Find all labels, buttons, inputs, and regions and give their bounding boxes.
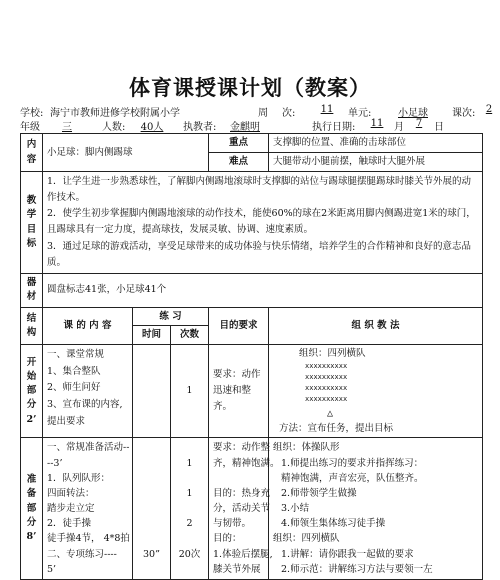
school-name: 海宁市教师进修学校附属小学 — [50, 108, 180, 119]
opening-content: 一、课堂常规 1、集合整队 2、师生问好 3、宣布课的内容, 提出要求 — [43, 345, 133, 438]
content-text: 小足球：脚内侧踢球 — [43, 134, 209, 172]
teacher-label: 执教者: — [183, 122, 217, 133]
date-day: 7 — [415, 118, 423, 129]
org-col-header: 组 织 教 法 — [269, 307, 483, 345]
count-value: 40人 — [140, 122, 164, 133]
opening-header: 开 始 部 分 2’ — [21, 345, 43, 438]
key-point-text: 支撑脚的位置、准确的击球部位 — [269, 134, 483, 153]
times-col-header: 次数 — [171, 326, 209, 345]
prep-time: 30” — [133, 438, 171, 580]
goals-list — [43, 172, 483, 274]
lesson-plan-table — [20, 133, 483, 580]
content-col-header: 课 的 内 容 — [43, 307, 133, 345]
goal-col-header: 目的要求 — [209, 307, 269, 345]
teacher-value: 金麒明 — [230, 122, 260, 133]
opening-time — [133, 345, 171, 438]
prep-times: 1 1 2 20次 — [171, 438, 209, 580]
grade-value: 三 — [62, 122, 72, 133]
opening-goal: 要求：动作迅速和整齐。 — [209, 345, 269, 438]
page-title: 体育课授课计划（教案） — [129, 75, 371, 100]
difficulty-label: 难点 — [209, 153, 269, 172]
day-unit: 日 — [434, 122, 444, 133]
unit-label: 单元: — [348, 108, 372, 119]
date-label: 执行日期: — [312, 122, 356, 133]
goals-header: 教 学 目 标 — [21, 172, 43, 274]
unit-value: 小足球 — [398, 108, 428, 119]
prep-org: 组织：体操队形 1.师提出练习的要求并指挥练习： 精神饱满，声音宏亮，队伍整齐。 2.师带领学生做操 3.小结 4.师领生集体练习徒手操 组织：四列横队 1.讲解：请你跟我一起做的要求 2.师示范：讲解练习方法与要领一左 — [269, 438, 483, 580]
week-label: 周 — [258, 108, 268, 119]
goal-item: 1．让学生进一步熟悉球性，了解脚内侧踢地滚球时支撑脚的站位与踢球腿摆腿踢球时膝关节外展的动作技术。 — [47, 176, 472, 204]
practice-col-header: 练 习 — [133, 307, 209, 326]
equipment-text: 圆盘标志41张，小足球41个 — [43, 274, 483, 308]
equipment-header: 器 材 — [21, 274, 43, 308]
key-point-label: 重点 — [209, 134, 269, 153]
school-label: 学校: — [20, 108, 44, 119]
prep-goal: 要求：动作整 齐，精神饱满。 目的：热身充 分，活动关节 与韧带。 目的： 1.体验后摆腿, 膝关节外展 — [209, 438, 269, 580]
goal-item: 2．使学生初步掌握脚内侧踢地滚球的动作技术，能使60%的球在2米距离用脚内侧踢进宽1米的球门，且踢球具有一定力度，提高球技，发展灵敏、协调、速度素质。 — [47, 208, 476, 236]
formation-diagram: xxxxxxxxxx xxxxxxxxxx xxxxxxxxxx xxxxxxxxxx △ — [279, 361, 478, 422]
grade-label: 年级 — [20, 122, 40, 133]
count-label: 人数: — [102, 122, 126, 133]
time-col-header: 时间 — [133, 326, 171, 345]
difficulty-text: 大腿带动小腿前摆，触球时大腿外展 — [269, 153, 483, 172]
month-unit: 月 — [394, 122, 404, 133]
times-label: 次: — [282, 108, 296, 119]
prep-content: 一、常规准备活动-- --3’ 1．队列队形： 四面转法： 踏步走立定 2．徒手操 徒手操4节， 4*8拍 二、专项练习---- 5’ — [43, 438, 133, 580]
lesson-label: 课次: — [452, 108, 476, 119]
prep-header: 准 备 部 分 8’ — [21, 438, 43, 580]
date-month: 11 — [370, 118, 384, 129]
lesson-value: 2 — [485, 104, 493, 115]
opening-times: 1 — [171, 345, 209, 438]
structure-header: 结 构 — [21, 307, 43, 345]
goal-item: 3．通过足球的游戏活动，享受足球带来的成功体验与快乐情绪，培养学生的合作精神和良好的意志品质。 — [47, 240, 472, 268]
teacher-triangle-icon: △ — [327, 407, 334, 419]
week-value: 11 — [320, 104, 334, 115]
opening-org: 组织：四列横队 xxxxxxxxxx xxxxxxxxxx xxxxxxxxxx xxxxxxxxxx △ 方法：宣布任务，提出目标 — [269, 345, 483, 438]
content-header: 内 容 — [21, 134, 43, 172]
